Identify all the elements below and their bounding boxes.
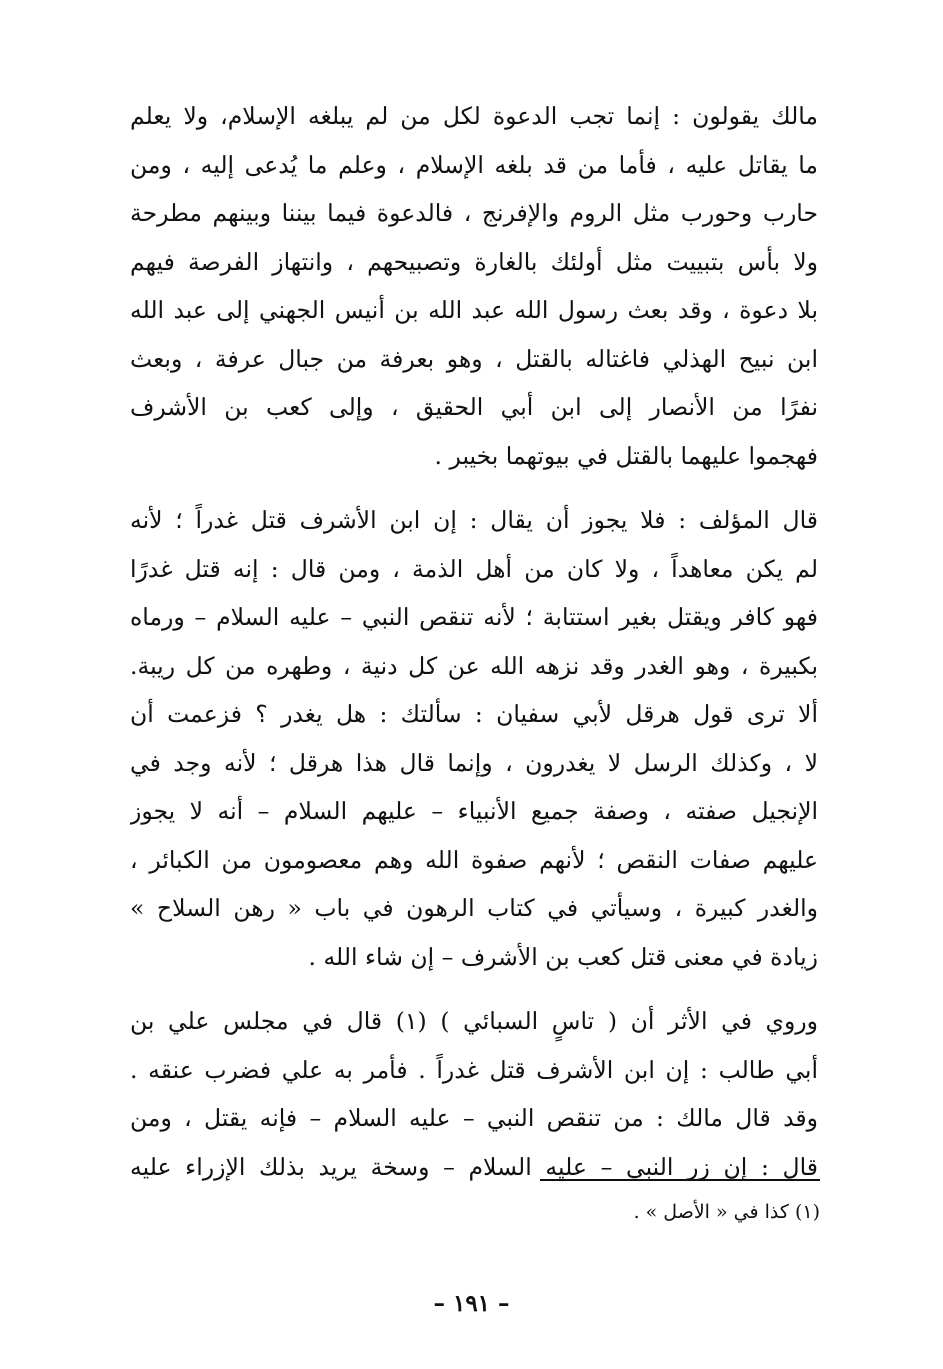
paragraph-spacer — [130, 981, 818, 997]
text-line: والغدر كبيرة ، وسيأتي في كتاب الرهون في باب « رهن السلاح » — [130, 894, 818, 922]
text-line: وقد قال مالك : من تنقص النبي – عليه السلام – فإنه يقتل ، ومن — [130, 1104, 818, 1132]
text-line: زيادة في معنى قتل كعب بن الأشرف – إن شاء الله . — [308, 942, 818, 971]
text-line: قال المؤلف : فلا يجوز أن يقال : إن ابن الأشرف قتل غدراً ؛ لأنه — [130, 506, 818, 534]
text-line: ولا بأس بتبييت مثل أولئك بالغارة وتصبيحهم ، وانتهاز الفرصة فيهم — [130, 247, 818, 276]
paragraph-3 — [130, 997, 818, 1191]
text-line: بكبيرة ، وهو الغدر وقد نزهه الله عن كل دنية ، وطهره من كل ريبة. — [130, 651, 818, 680]
text-line: قال : إن زر النبي – عليه السلام – وسخة يريد بذلك الإزراء عليه — [130, 1152, 818, 1181]
text-line: حارب وحورب مثل الروم والإفرنج ، فالدعوة فيما بيننا وبينهم مطرحة — [130, 199, 818, 227]
text-line: بلا دعوة ، وقد بعث رسول الله عبد الله بن أنيس الجهني إلى عبد الله — [130, 296, 818, 324]
text-line: فهو كافر ويقتل بغير استتابة ؛ لأنه تنقص النبي – عليه السلام – ورماه — [130, 603, 818, 631]
text-line: ما يقاتل عليه ، فأما من قد بلغه الإسلام ، وعلم ما يُدعى إليه ، ومن — [130, 150, 818, 179]
footnote: (١) كذا في « الأصل » . — [633, 1201, 820, 1223]
text-line: لم يكن معاهداً ، ولا كان من أهل الذمة ، ومن قال : إنه قتل غدرًا — [130, 554, 818, 583]
paragraph-1 — [130, 92, 818, 480]
paragraph-2 — [130, 496, 818, 981]
paragraph-spacer — [130, 480, 818, 496]
text-line: لا ، وكذلك الرسل لا يغدرون ، وإنما قال هذا هرقل ؛ لأنه وجد في — [130, 748, 818, 777]
page-number: – ١٩١ – — [433, 1290, 510, 1317]
text-line: ابن نبيح الهذلي فاغتاله بالقتل ، وهو بعرفة من جبال عرفة ، وبعث — [130, 344, 818, 373]
body-text — [130, 92, 818, 1191]
text-line: فهجموا عليهما بالقتل في بيوتهما بخيبر . — [434, 441, 818, 470]
text-line: ألا ترى قول هرقل لأبي سفيان : سألتك : هل يغدر ؟ فزعمت أن — [130, 700, 818, 728]
text-line: نفرًا من الأنصار إلى ابن أبي الحقيق ، وإلى كعب بن الأشرف — [130, 393, 818, 421]
text-line: وروي في الأثر أن ( تاسٍ السبائي ) (١) قال في مجلس علي بن — [130, 1007, 818, 1035]
footnote-separator — [540, 1179, 820, 1181]
text-line: الإنجيل صفته ، وصفة جميع الأنبياء – عليهم السلام – أنه لا يجوز — [130, 797, 818, 825]
text-line: مالك يقولون : إنما تجب الدعوة لكل من لم يبلغه الإسلام، ولا يعلم — [130, 102, 818, 130]
text-line: أبي طالب : إن ابن الأشرف قتل غدراً . فأمر به علي فضرب عنقه . — [130, 1055, 818, 1084]
text-line: عليهم صفات النقص ؛ لأنهم صفوة الله وهم معصومون من الكبائر ، — [130, 845, 818, 874]
